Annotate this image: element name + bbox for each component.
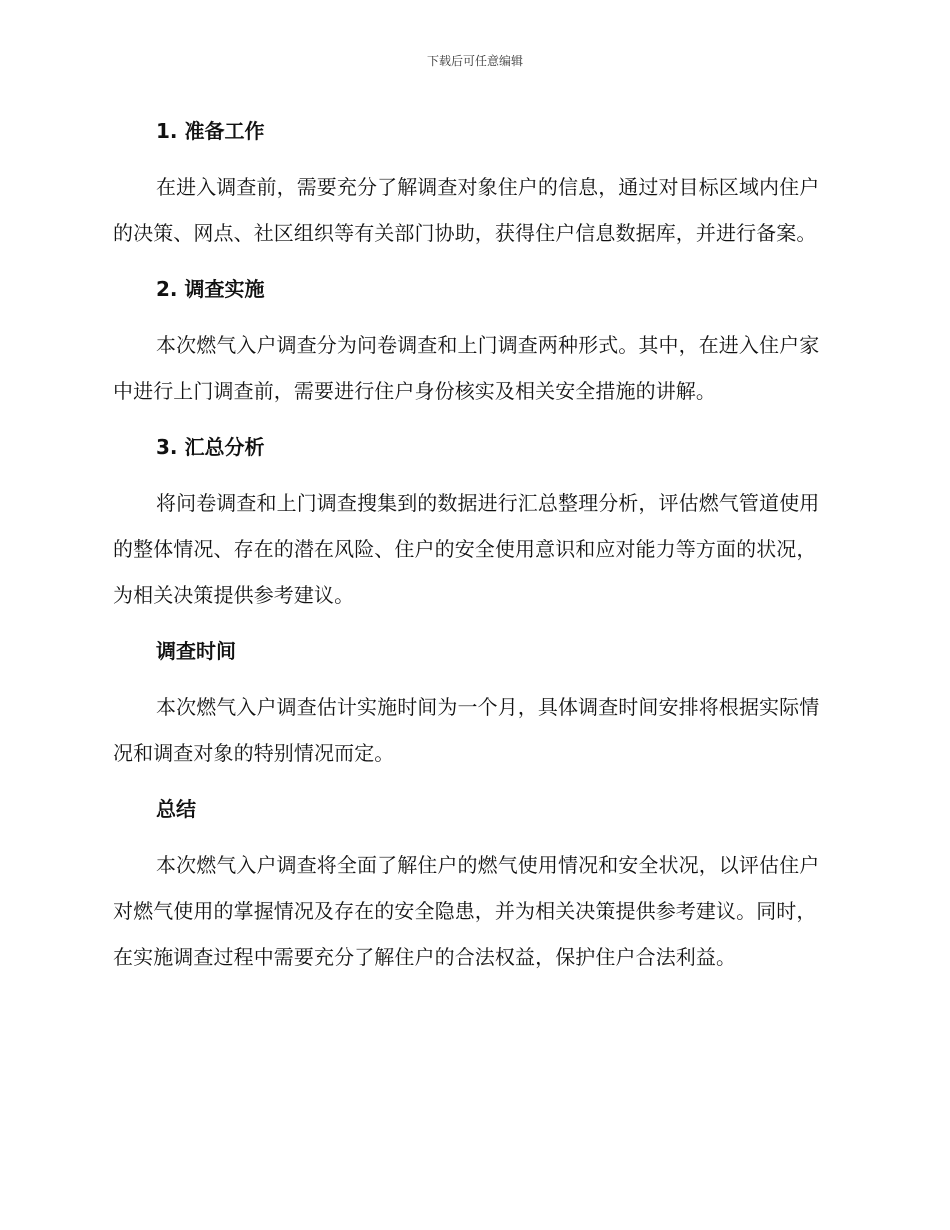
section-heading: 3. 汇总分析 bbox=[156, 435, 265, 459]
section-heading: 调查时间 bbox=[156, 639, 236, 663]
section-paragraph: 在进入调查前，需要充分了解调查对象住户的信息，通过对目标区域内住户的决策、网点、社区组织等有关部门协助，获得住户信息数据库，并进行备案。 bbox=[113, 175, 820, 245]
section-heading: 1. 准备工作 bbox=[156, 119, 265, 143]
section-preparation bbox=[113, 108, 833, 256]
section-paragraph: 本次燃气入户调查估计实施时间为一个月，具体调查时间安排将根据实际情况和调查对象的特别情况而定。 bbox=[113, 695, 820, 765]
section-paragraph: 本次燃气入户调查将全面了解住户的燃气使用情况和安全状况，以评估住户对燃气使用的掌握情况及存在的安全隐患，并为相关决策提供参考建议。同时，在实施调查过程中需要充分了解住户的合法权益，保护住户合法利益。 bbox=[113, 853, 820, 969]
section-heading: 2. 调查实施 bbox=[156, 277, 265, 301]
section-schedule bbox=[113, 628, 833, 776]
document-body bbox=[113, 108, 833, 990]
section-implementation bbox=[113, 266, 833, 414]
section-heading: 总结 bbox=[156, 797, 196, 821]
section-paragraph: 本次燃气入户调查分为问卷调查和上门调查两种形式。其中，在进入住户家中进行上门调查前，需要进行住户身份核实及相关安全措施的讲解。 bbox=[113, 333, 820, 403]
page-header-note: 下载后可任意编辑 bbox=[426, 54, 523, 68]
section-summary bbox=[113, 786, 833, 980]
section-paragraph: 将问卷调查和上门调查搜集到的数据进行汇总整理分析，评估燃气管道使用的整体情况、存在的潜在风险、住户的安全使用意识和应对能力等方面的状况，为相关决策提供参考建议。 bbox=[113, 491, 820, 607]
section-analysis bbox=[113, 424, 833, 618]
